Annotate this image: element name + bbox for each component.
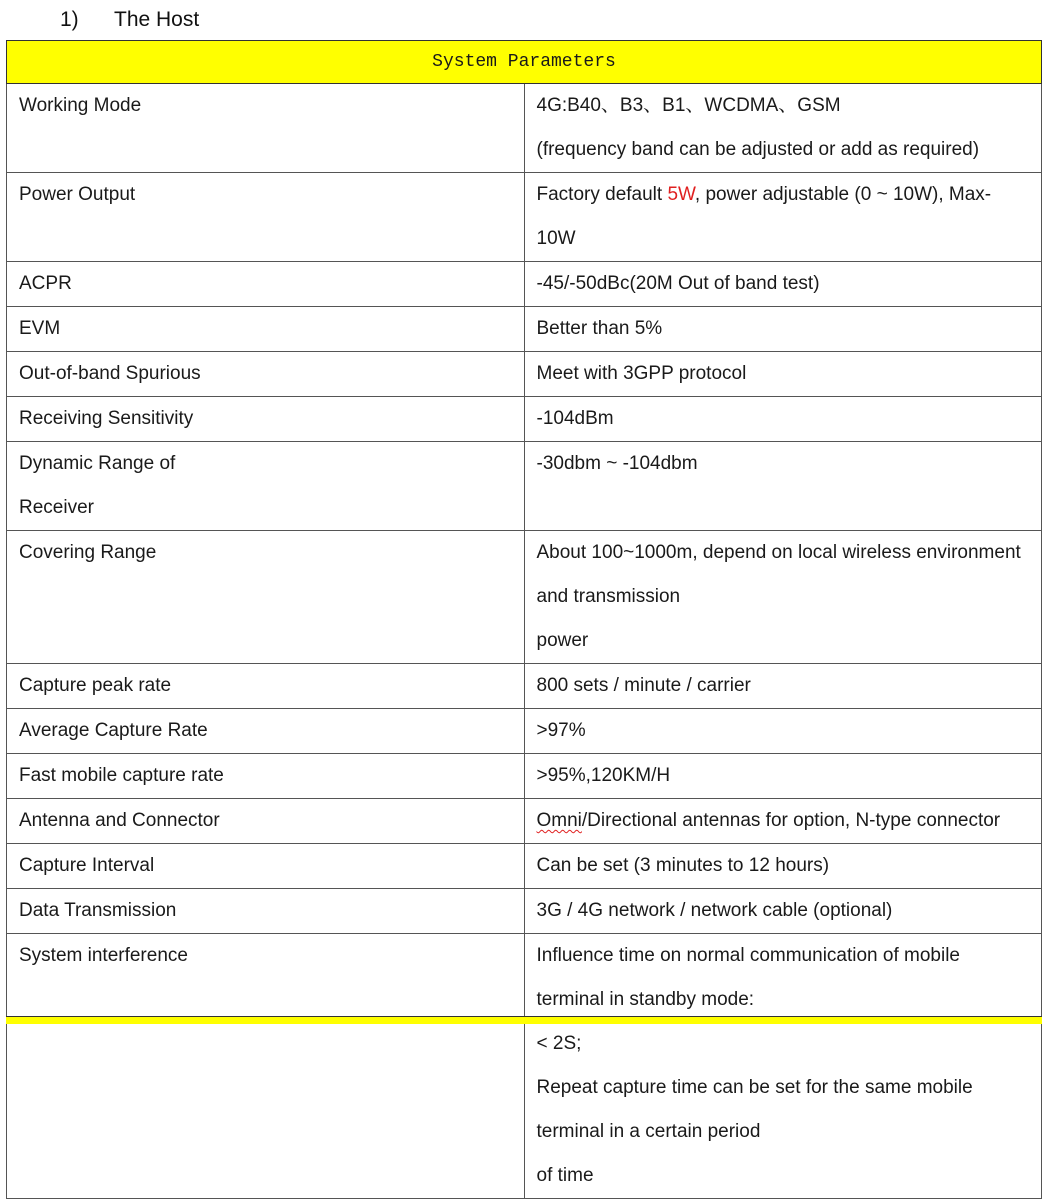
row-label: Power Output [7,173,525,262]
row-label: Antenna and Connector [7,799,525,844]
value-line: (frequency band can be adjusted or add as required) [536,139,980,160]
row-value: Meet with 3GPP protocol [524,352,1042,397]
row-label: Data Transmission [7,889,525,934]
table-row [7,307,1042,352]
row-value: 3G / 4G network / network cable (optional) [524,889,1042,934]
value-text: /Directional antennas for option, N-type connector [581,810,1001,831]
table-row [7,531,1042,664]
table-row [7,844,1042,889]
section-heading [60,6,199,34]
value-line: 4G:B40、B3、B1、WCDMA、GSM [536,95,841,116]
row-label: Capture Interval [7,844,525,889]
table-row [7,754,1042,799]
row-value [524,531,1042,664]
row-value: Better than 5% [524,307,1042,352]
table-header-row [7,41,1042,84]
row-label: Capture peak rate [7,664,525,709]
value-line: Repeat capture time can be set for the same mobile terminal in a certain period [536,1077,973,1142]
table-row [7,173,1042,262]
table-row [7,262,1042,307]
highlight-value: 5W [667,184,695,205]
row-value: >95%,120KM/H [524,754,1042,799]
row-label: Receiving Sensitivity [7,397,525,442]
value-text: , power adjustable (0 ~ 10W), Max-10W [536,184,992,249]
row-value: >97% [524,709,1042,754]
section-title: The Host [114,8,200,31]
row-value [524,799,1042,844]
table-row [7,799,1042,844]
value-line: < 2S; [536,1033,582,1054]
value-line: About 100~1000m, depend on local wireless environment and transmission [536,542,1021,607]
row-label: ACPR [7,262,525,307]
row-label: EVM [7,307,525,352]
row-label: Covering Range [7,531,525,664]
table-row [7,709,1042,754]
system-parameters-table [6,40,1042,1199]
row-value: 800 sets / minute / carrier [524,664,1042,709]
table-header: System Parameters [7,41,1042,84]
row-value [524,934,1042,1199]
row-label: Working Mode [7,84,525,173]
row-value [524,84,1042,173]
label-line: Dynamic Range of [19,453,176,474]
row-label: Average Capture Rate [7,709,525,754]
section-number: 1) [60,8,79,31]
table-row [7,84,1042,173]
row-value: -30dbm ~ -104dbm [524,442,1042,531]
spellcheck-word: Omni [536,810,582,831]
row-label: System interference [7,934,525,1199]
table-row [7,352,1042,397]
table-row [7,889,1042,934]
value-text: Factory default [536,184,668,205]
table-row [7,934,1042,1199]
table-row [7,664,1042,709]
row-label: Fast mobile capture rate [7,754,525,799]
row-value: -45/-50dBc(20M Out of band test) [524,262,1042,307]
value-line: power [536,630,589,651]
row-label: Out-of-band Spurious [7,352,525,397]
row-value: -104dBm [524,397,1042,442]
row-value: Can be set (3 minutes to 12 hours) [524,844,1042,889]
row-value [524,173,1042,262]
table-row [7,397,1042,442]
row-label [7,442,525,531]
value-line: Influence time on normal communication of mobile terminal in standby mode: [536,945,960,1010]
table-row [7,442,1042,531]
label-line: Receiver [19,497,94,518]
value-line: of time [536,1165,594,1186]
